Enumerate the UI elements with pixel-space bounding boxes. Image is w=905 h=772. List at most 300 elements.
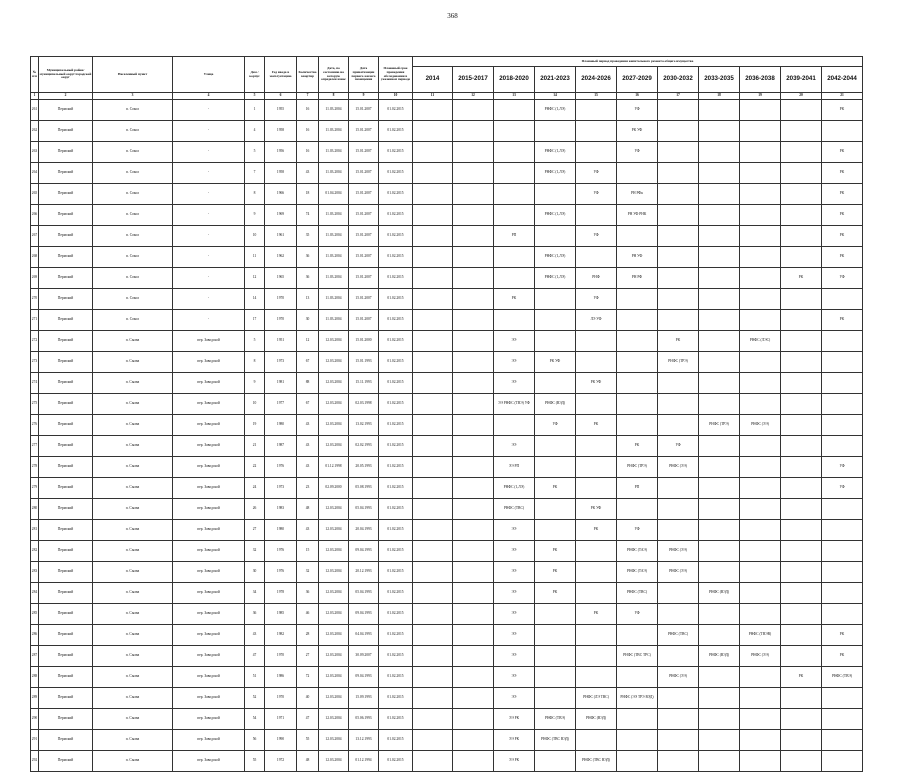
table-row bbox=[31, 499, 863, 520]
row-number-cell: 285 bbox=[31, 604, 39, 625]
period-cell: РНФС (ТАЭ) bbox=[617, 562, 658, 583]
period-cell bbox=[781, 688, 822, 709]
municipality-cell: Пермский bbox=[39, 352, 93, 373]
period-cell: РНФС (ТАЭ) bbox=[617, 541, 658, 562]
year-header: 2036-2038 bbox=[740, 67, 781, 93]
settlement-cell: п. Сылва bbox=[93, 604, 173, 625]
period-cell: РП bbox=[494, 226, 535, 247]
period-cell: РК bbox=[781, 268, 822, 289]
period-cell bbox=[413, 541, 453, 562]
period-cell: РК УФ bbox=[576, 499, 617, 520]
planned-term-cell: 01.02.2015 bbox=[379, 709, 413, 730]
house-cell: 52 bbox=[245, 688, 265, 709]
period-cell bbox=[535, 373, 576, 394]
column-number: 15 bbox=[576, 93, 617, 100]
period-cell: РК bbox=[535, 478, 576, 499]
period-cell bbox=[822, 373, 863, 394]
year-built-cell: 1980 bbox=[265, 415, 297, 436]
period-cell bbox=[453, 688, 494, 709]
period-cell: РК bbox=[822, 205, 863, 226]
row-number-cell: 276 bbox=[31, 415, 39, 436]
year-built-cell: 1973 bbox=[265, 352, 297, 373]
period-cell bbox=[699, 247, 740, 268]
house-cell: 9 bbox=[245, 205, 265, 226]
period-cell bbox=[576, 541, 617, 562]
planned-term-cell: 01.02.2015 bbox=[379, 226, 413, 247]
year-built-cell: 1986 bbox=[265, 667, 297, 688]
period-cell bbox=[699, 352, 740, 373]
period-cell bbox=[658, 751, 699, 772]
apartments-cell: 40 bbox=[297, 688, 319, 709]
period-cell bbox=[658, 226, 699, 247]
period-cell bbox=[617, 625, 658, 646]
period-cell bbox=[453, 730, 494, 751]
row-number-cell: 290 bbox=[31, 709, 39, 730]
period-cell bbox=[699, 226, 740, 247]
row-number-cell: 292 bbox=[31, 751, 39, 772]
privatization-date-cell: 15.01.2007 bbox=[349, 268, 379, 289]
year-built-cell: 1971 bbox=[265, 709, 297, 730]
privatization-date-cell: 05.08.1993 bbox=[349, 478, 379, 499]
period-cell bbox=[617, 709, 658, 730]
settlement-cell: п. Сокол bbox=[93, 163, 173, 184]
period-cell bbox=[413, 667, 453, 688]
period-cell bbox=[413, 184, 453, 205]
apartments-cell: 35 bbox=[297, 226, 319, 247]
apartments-cell: 28 bbox=[297, 625, 319, 646]
settlement-cell: п. Сылва bbox=[93, 730, 173, 751]
period-cell bbox=[576, 730, 617, 751]
period-cell: РНФС (1,ЛЭ) bbox=[535, 163, 576, 184]
status-date-cell: 11.03.2004 bbox=[319, 205, 349, 226]
period-cell bbox=[740, 583, 781, 604]
period-cell: ЭЭ bbox=[494, 562, 535, 583]
year-built-cell: 1973 bbox=[265, 478, 297, 499]
period-cell bbox=[658, 184, 699, 205]
year-built-cell: 1970 bbox=[265, 646, 297, 667]
period-cell bbox=[453, 436, 494, 457]
period-cell: РНФС (ТВС ТРС) bbox=[617, 646, 658, 667]
municipality-cell: Пермский bbox=[39, 499, 93, 520]
period-cell: УФ bbox=[576, 289, 617, 310]
table-row bbox=[31, 667, 863, 688]
period-cell bbox=[740, 121, 781, 142]
street-cell: - bbox=[173, 121, 245, 142]
year-built-cell: 1969 bbox=[265, 205, 297, 226]
period-cell bbox=[413, 562, 453, 583]
period-cell bbox=[658, 688, 699, 709]
period-cell bbox=[658, 730, 699, 751]
settlement-cell: п. Сылва bbox=[93, 541, 173, 562]
period-cell bbox=[658, 268, 699, 289]
settlement-cell: п. Сылва bbox=[93, 415, 173, 436]
year-built-cell: 1955 bbox=[265, 100, 297, 121]
period-cell bbox=[453, 457, 494, 478]
period-cell: РК bbox=[822, 142, 863, 163]
period-cell: УФ bbox=[576, 226, 617, 247]
privatization-date-cell: 09.04.1993 bbox=[349, 604, 379, 625]
period-cell bbox=[413, 709, 453, 730]
period-cell: РНФС (1,ЛЭ) bbox=[535, 247, 576, 268]
municipality-cell: Пермский bbox=[39, 625, 93, 646]
privatization-date-cell: 15.01.2007 bbox=[349, 121, 379, 142]
planned-term-cell: 01.02.2015 bbox=[379, 562, 413, 583]
status-date-cell: 12.03.2004 bbox=[319, 520, 349, 541]
settlement-cell: п. Сокол bbox=[93, 100, 173, 121]
period-cell bbox=[699, 373, 740, 394]
period-cell: РНФС (ВЭД) bbox=[535, 394, 576, 415]
settlement-cell: п. Сылва bbox=[93, 667, 173, 688]
apartments-cell: 36 bbox=[297, 583, 319, 604]
period-cell: УФ bbox=[576, 163, 617, 184]
house-cell: 7 bbox=[245, 163, 265, 184]
year-built-cell: 1977 bbox=[265, 394, 297, 415]
period-cell: РНФС (ТРЭ) bbox=[699, 415, 740, 436]
period-cell bbox=[535, 625, 576, 646]
period-cell bbox=[453, 394, 494, 415]
street-cell: пер. Заводской bbox=[173, 667, 245, 688]
period-cell: ЭЭ bbox=[494, 520, 535, 541]
period-cell bbox=[740, 688, 781, 709]
period-cell bbox=[781, 121, 822, 142]
street-cell: пер. Заводской bbox=[173, 520, 245, 541]
apartments-cell: 48 bbox=[297, 499, 319, 520]
period-cell bbox=[740, 478, 781, 499]
status-date-cell: 12.03.2004 bbox=[319, 373, 349, 394]
period-cell: РК bbox=[822, 646, 863, 667]
apartments-cell: 16 bbox=[297, 142, 319, 163]
privatization-date-cell: 01.12.1994 bbox=[349, 751, 379, 772]
street-cell: - bbox=[173, 163, 245, 184]
period-cell bbox=[699, 100, 740, 121]
year-built-cell: 1976 bbox=[265, 457, 297, 478]
capital-repair-table bbox=[30, 56, 863, 772]
year-built-cell: 1982 bbox=[265, 625, 297, 646]
house-cell: 24 bbox=[245, 478, 265, 499]
planned-term-cell: 01.02.2015 bbox=[379, 100, 413, 121]
period-cell bbox=[576, 331, 617, 352]
apartments-cell: 72 bbox=[297, 667, 319, 688]
street-cell: - bbox=[173, 247, 245, 268]
row-number-cell: 282 bbox=[31, 541, 39, 562]
period-cell bbox=[453, 541, 494, 562]
period-cell: ЭЭ bbox=[494, 667, 535, 688]
privatization-date-cell: 15.01.2000 bbox=[349, 331, 379, 352]
municipality-cell: Пермский bbox=[39, 394, 93, 415]
apartments-cell: 16 bbox=[297, 100, 319, 121]
year-header: 2039-2041 bbox=[781, 67, 822, 93]
apartments-cell: 67 bbox=[297, 352, 319, 373]
house-cell: 4 bbox=[245, 121, 265, 142]
municipality-cell: Пермский bbox=[39, 604, 93, 625]
municipality-cell: Пермский bbox=[39, 415, 93, 436]
header-street: Улица bbox=[173, 57, 245, 93]
period-cell bbox=[617, 415, 658, 436]
row-number-cell: 288 bbox=[31, 667, 39, 688]
privatization-date-cell: 15.01.2007 bbox=[349, 289, 379, 310]
period-cell: РК bbox=[822, 184, 863, 205]
year-built-cell: 1951 bbox=[265, 331, 297, 352]
period-cell bbox=[781, 730, 822, 751]
period-cell bbox=[617, 751, 658, 772]
planned-term-cell: 01.02.2015 bbox=[379, 289, 413, 310]
status-date-cell: 12.03.2004 bbox=[319, 541, 349, 562]
period-cell bbox=[413, 310, 453, 331]
house-cell: 12 bbox=[245, 268, 265, 289]
period-cell bbox=[617, 730, 658, 751]
planned-term-cell: 01.02.2015 bbox=[379, 268, 413, 289]
period-cell bbox=[822, 730, 863, 751]
table-row bbox=[31, 730, 863, 751]
row-number-cell: 281 bbox=[31, 520, 39, 541]
period-cell bbox=[413, 100, 453, 121]
period-cell: ЭЭ РП bbox=[494, 457, 535, 478]
planned-term-cell: 01.02.2015 bbox=[379, 730, 413, 751]
planned-term-cell: 01.02.2015 bbox=[379, 751, 413, 772]
settlement-cell: п. Сылва bbox=[93, 709, 173, 730]
table-row bbox=[31, 604, 863, 625]
period-cell bbox=[822, 541, 863, 562]
apartments-cell: 43 bbox=[297, 436, 319, 457]
period-cell bbox=[576, 583, 617, 604]
settlement-cell: п. Сылва bbox=[93, 373, 173, 394]
period-cell bbox=[576, 625, 617, 646]
period-cell bbox=[658, 520, 699, 541]
privatization-date-cell: 13.12.1993 bbox=[349, 730, 379, 751]
planned-term-cell: 01.02.2015 bbox=[379, 667, 413, 688]
period-cell bbox=[453, 604, 494, 625]
year-built-cell: 1965 bbox=[265, 268, 297, 289]
period-cell bbox=[781, 604, 822, 625]
period-cell bbox=[699, 331, 740, 352]
house-cell: 5 bbox=[245, 331, 265, 352]
year-built-cell: 1958 bbox=[265, 163, 297, 184]
period-cell: РК bbox=[535, 562, 576, 583]
table-body bbox=[31, 93, 863, 772]
settlement-cell: п. Сылва bbox=[93, 478, 173, 499]
period-cell bbox=[781, 478, 822, 499]
period-cell bbox=[781, 226, 822, 247]
header-settlement: Населенный пункт bbox=[93, 57, 173, 93]
period-cell: ЭЭ bbox=[494, 541, 535, 562]
period-cell bbox=[576, 247, 617, 268]
column-number: 11 bbox=[413, 93, 453, 100]
year-built-cell: 1985 bbox=[265, 604, 297, 625]
status-date-cell: 12.03.2004 bbox=[319, 499, 349, 520]
period-cell bbox=[413, 730, 453, 751]
table-row bbox=[31, 562, 863, 583]
street-cell: пер. Заводской bbox=[173, 751, 245, 772]
period-cell bbox=[617, 352, 658, 373]
table-row bbox=[31, 709, 863, 730]
municipality-cell: Пермский bbox=[39, 646, 93, 667]
table-row bbox=[31, 184, 863, 205]
period-cell bbox=[494, 310, 535, 331]
period-cell bbox=[781, 142, 822, 163]
period-cell bbox=[413, 625, 453, 646]
period-cell bbox=[617, 289, 658, 310]
house-cell: 1 bbox=[245, 100, 265, 121]
period-cell: РНФС (ТВС ВЭД) bbox=[535, 730, 576, 751]
period-cell: РНФС (1,ЛЭ) bbox=[535, 205, 576, 226]
planned-term-cell: 01.02.2015 bbox=[379, 205, 413, 226]
period-cell bbox=[658, 394, 699, 415]
table-row bbox=[31, 100, 863, 121]
municipality-cell: Пермский bbox=[39, 247, 93, 268]
year-header: 2027-2029 bbox=[617, 67, 658, 93]
period-cell: РН РФк bbox=[617, 184, 658, 205]
apartments-cell: 27 bbox=[297, 646, 319, 667]
apartments-cell: 12 bbox=[297, 331, 319, 352]
table-row bbox=[31, 436, 863, 457]
period-cell bbox=[494, 121, 535, 142]
period-cell bbox=[740, 709, 781, 730]
apartments-cell: 36 bbox=[297, 268, 319, 289]
municipality-cell: Пермский bbox=[39, 289, 93, 310]
period-cell bbox=[535, 604, 576, 625]
apartments-cell: 48 bbox=[297, 751, 319, 772]
status-date-cell: 11.03.2004 bbox=[319, 289, 349, 310]
period-cell bbox=[658, 310, 699, 331]
planned-term-cell: 01.02.2015 bbox=[379, 499, 413, 520]
settlement-cell: п. Сокол bbox=[93, 184, 173, 205]
period-cell bbox=[699, 163, 740, 184]
apartments-cell: 13 bbox=[297, 289, 319, 310]
column-number: 5 bbox=[245, 93, 265, 100]
municipality-cell: Пермский bbox=[39, 478, 93, 499]
municipality-cell: Пермский bbox=[39, 268, 93, 289]
settlement-cell: п. Сылва bbox=[93, 436, 173, 457]
settlement-cell: п. Сылва bbox=[93, 499, 173, 520]
column-number: 10 bbox=[379, 93, 413, 100]
house-cell: 51 bbox=[245, 667, 265, 688]
year-header: 2015-2017 bbox=[453, 67, 494, 93]
house-cell: 21 bbox=[245, 436, 265, 457]
house-cell: 54 bbox=[245, 709, 265, 730]
street-cell: пер. Заводской bbox=[173, 331, 245, 352]
period-cell bbox=[699, 289, 740, 310]
table-row bbox=[31, 520, 863, 541]
period-cell bbox=[699, 121, 740, 142]
status-date-cell: 12.03.2004 bbox=[319, 604, 349, 625]
status-date-cell: 12.03.2004 bbox=[319, 667, 349, 688]
privatization-date-cell: 05.04.1993 bbox=[349, 583, 379, 604]
status-date-cell: 12.03.2004 bbox=[319, 709, 349, 730]
period-cell bbox=[453, 121, 494, 142]
year-header: 2018-2020 bbox=[494, 67, 535, 93]
period-cell bbox=[413, 142, 453, 163]
year-header: 2030-2032 bbox=[658, 67, 699, 93]
period-cell: РНФС (ЭЭ) bbox=[658, 667, 699, 688]
period-cell bbox=[781, 520, 822, 541]
period-cell: РНФС (ТВС) bbox=[617, 583, 658, 604]
period-cell: РК bbox=[822, 310, 863, 331]
row-number-cell: 266 bbox=[31, 205, 39, 226]
period-cell bbox=[822, 289, 863, 310]
period-cell bbox=[494, 184, 535, 205]
period-cell bbox=[413, 268, 453, 289]
period-cell bbox=[413, 373, 453, 394]
period-cell bbox=[617, 394, 658, 415]
period-cell bbox=[494, 268, 535, 289]
year-header: 2024-2026 bbox=[576, 67, 617, 93]
period-cell: РП bbox=[617, 478, 658, 499]
period-cell bbox=[576, 562, 617, 583]
status-date-cell: 12.03.2004 bbox=[319, 331, 349, 352]
period-cell bbox=[413, 604, 453, 625]
period-cell: ЭЭ bbox=[494, 604, 535, 625]
settlement-cell: п. Сокол bbox=[93, 310, 173, 331]
period-cell bbox=[453, 478, 494, 499]
year-built-cell: 1978 bbox=[265, 583, 297, 604]
period-cell bbox=[535, 688, 576, 709]
apartments-cell: 43 bbox=[297, 163, 319, 184]
period-cell bbox=[781, 100, 822, 121]
row-number-cell: 265 bbox=[31, 184, 39, 205]
column-number: 8 bbox=[319, 93, 349, 100]
period-cell: РНФ bbox=[576, 268, 617, 289]
period-cell bbox=[453, 352, 494, 373]
status-date-cell: 11.03.2004 bbox=[319, 226, 349, 247]
period-cell bbox=[699, 310, 740, 331]
period-cell: УФ bbox=[617, 520, 658, 541]
street-cell: - bbox=[173, 226, 245, 247]
period-cell: РК УФ bbox=[617, 121, 658, 142]
period-cell bbox=[781, 415, 822, 436]
period-cell bbox=[740, 100, 781, 121]
period-cell bbox=[699, 499, 740, 520]
year-built-cell: 1980 bbox=[265, 520, 297, 541]
period-cell bbox=[535, 121, 576, 142]
apartments-cell: 16 bbox=[297, 121, 319, 142]
period-cell bbox=[740, 667, 781, 688]
period-cell bbox=[658, 142, 699, 163]
period-cell bbox=[658, 289, 699, 310]
period-cell bbox=[413, 520, 453, 541]
privatization-date-cell: 02.02.1993 bbox=[349, 436, 379, 457]
year-built-cell: 1970 bbox=[265, 289, 297, 310]
period-cell: РК УФ bbox=[535, 352, 576, 373]
period-cell bbox=[576, 352, 617, 373]
period-cell bbox=[453, 646, 494, 667]
period-cell bbox=[699, 541, 740, 562]
period-cell bbox=[576, 142, 617, 163]
period-cell bbox=[617, 667, 658, 688]
apartments-cell: 32 bbox=[297, 562, 319, 583]
street-cell: - bbox=[173, 142, 245, 163]
apartments-cell: 43 bbox=[297, 457, 319, 478]
period-cell bbox=[781, 289, 822, 310]
period-cell bbox=[413, 457, 453, 478]
street-cell: - bbox=[173, 310, 245, 331]
period-cell bbox=[413, 499, 453, 520]
period-cell bbox=[740, 457, 781, 478]
privatization-date-cell: 05.06.1993 bbox=[349, 709, 379, 730]
street-cell: пер. Заводской bbox=[173, 646, 245, 667]
period-cell bbox=[740, 499, 781, 520]
privatization-date-cell: 15.01.2007 bbox=[349, 184, 379, 205]
period-cell bbox=[413, 226, 453, 247]
house-cell: 34 bbox=[245, 583, 265, 604]
apartments-cell: 74 bbox=[297, 205, 319, 226]
column-number: 9 bbox=[349, 93, 379, 100]
planned-term-cell: 01.02.2015 bbox=[379, 646, 413, 667]
period-cell bbox=[413, 247, 453, 268]
period-cell bbox=[494, 205, 535, 226]
privatization-date-cell: 15.01.2007 bbox=[349, 310, 379, 331]
period-cell: РНФС (ЭЭ) bbox=[658, 457, 699, 478]
period-cell: РН УФ РНК bbox=[617, 205, 658, 226]
